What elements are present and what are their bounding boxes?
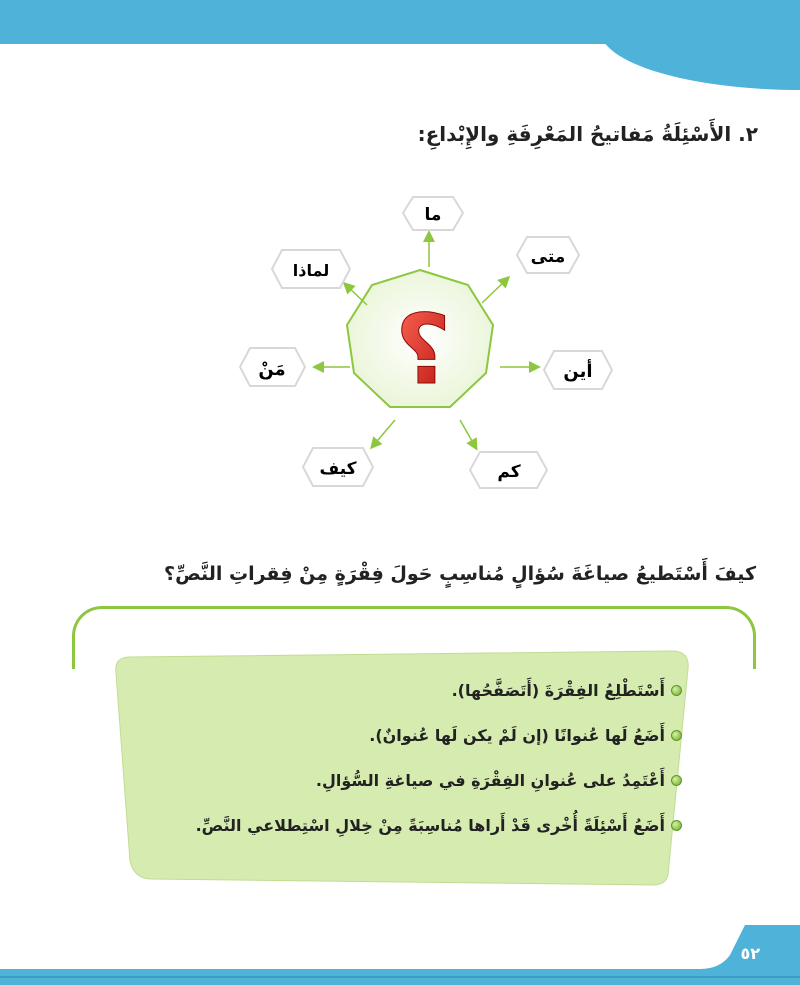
bullet-icon [671,775,682,786]
word-limadha [272,250,350,288]
top-banner-curve [600,30,800,90]
list-item: أَضَعُ لَها عُنوانًا (إن لَمْ يكن لَها عُنوانٌ). [142,713,682,758]
bullet-icon [671,730,682,741]
bullet-icon [671,685,682,696]
word-kam [470,452,547,488]
list-item: أَسْتَطْلِعُ الفِقْرَةَ (أَتَصَفَّحُها). [142,668,682,713]
svg-text:لماذا: لماذا [292,261,330,280]
arrow-down-right [460,420,476,448]
bottom-banner [0,925,800,985]
bullet-icon [671,820,682,831]
word-kayfa [303,448,373,486]
section-title: ٢. الأَسْئِلَةُ مَفاتيحُ المَعْرِفَةِ والإِبْداعِ: [417,122,758,146]
svg-text:متى: متى [530,247,566,267]
svg-text:كم: كم [497,462,521,482]
steps-list [142,668,682,848]
arrow-down-left [372,420,395,447]
svg-text:ما: ما [424,205,442,225]
word-mata [517,237,579,273]
word-ma [403,197,463,230]
svg-text:كيف: كيف [319,459,357,479]
svg-text:مَنْ: مَنْ [258,359,286,380]
arrow-up-left [345,284,367,305]
question-words-diagram [220,185,640,500]
list-item: أَعْتَمِدُ على عُنوانِ الفِقْرَةِ في صياغةِ السُّؤالِ. [142,758,682,803]
guiding-question: كيفَ أَسْتَطيعُ صياغَةَ سُؤالٍ مُناسِبٍ حَولَ فِقْرَةٍ مِنْ فِقراتِ النَّصِّ؟ [164,563,756,585]
question-mark-icon: ؟ [395,294,451,406]
arrow-up-right [482,278,508,303]
svg-text:أين: أين [563,361,593,382]
list-item: أَضَعُ أَسْئِلَةً أُخْرى قَدْ أَراها مُناسِبَةً مِنْ خِلالِ اسْتِطلاعي النَّصِّ. [142,803,682,848]
page-number: ٥٢ [740,944,760,963]
word-man [240,348,305,386]
word-ayna [544,351,612,389]
